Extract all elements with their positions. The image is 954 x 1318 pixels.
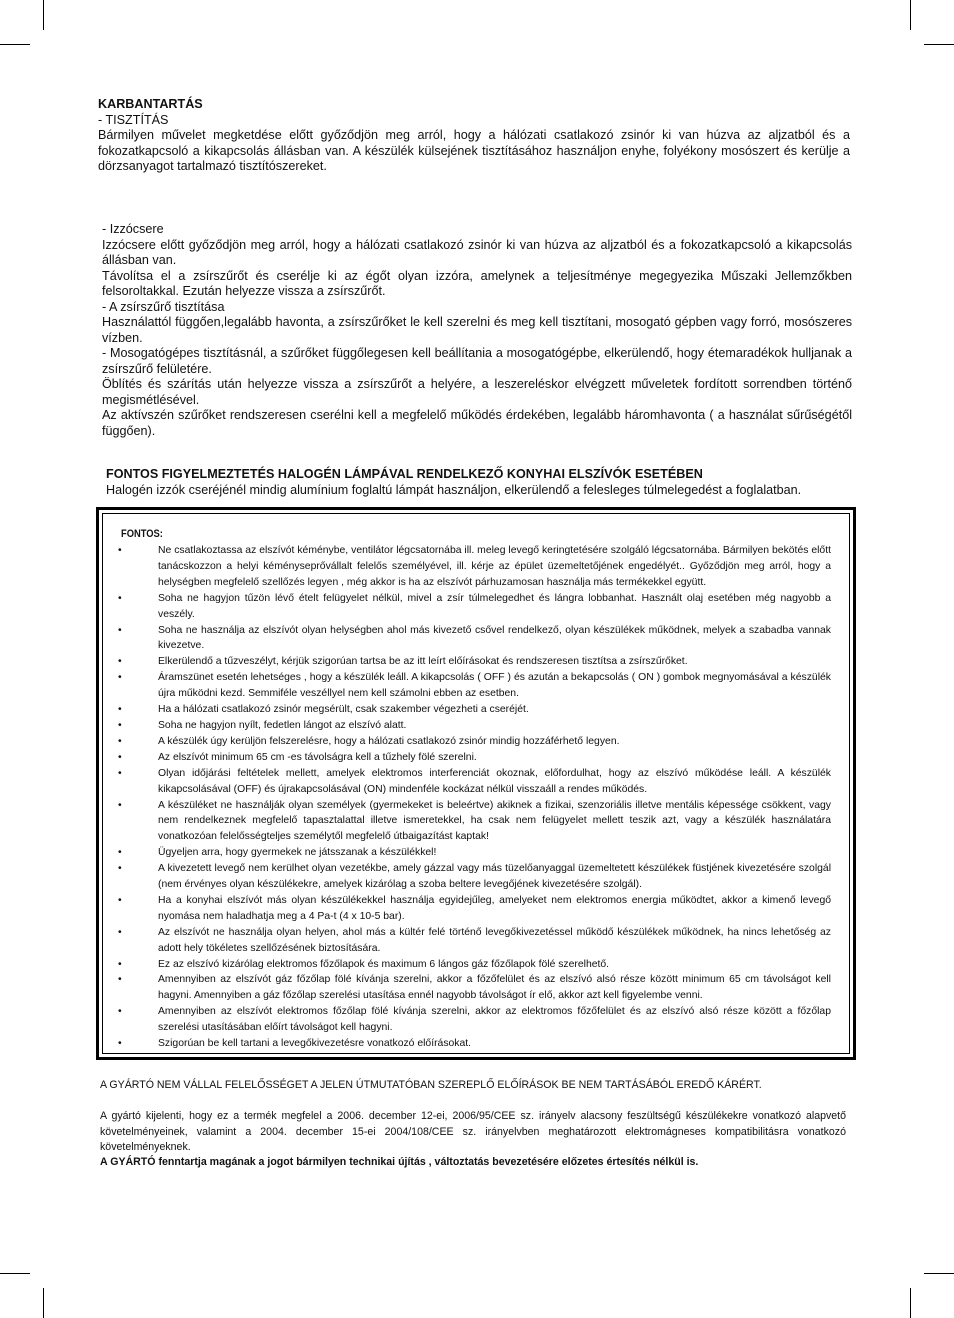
warning-item (118, 845, 831, 861)
bulb-paragraph-1: Izzócsere előtt győződjön meg arról, hogy a hálózati csatlakozó zsinór ki van húzva az aljzatból és a fokozatkapcsoló a kikapcsolás állásban van. (102, 237, 852, 267)
bullet-icon: • (118, 735, 122, 747)
warning-item (118, 957, 831, 973)
warning-item (118, 718, 831, 734)
warning-item (118, 925, 831, 957)
crop-mark (910, 0, 911, 30)
crop-mark (924, 1273, 954, 1274)
disclaimer: A GYÁRTÓ NEM VÁLLAL FELELŐSSÉGET A JELEN ÚTMUTATÓBAN SZEREPLŐ ELŐÍRÁSOK BE NEM TARTÁSÁBÓL EREDŐ KÁRÉRT. (100, 1079, 762, 1091)
warning-text: Soha ne hagyjon nyílt, fedetlen lángot az elszívó alatt. (158, 719, 407, 731)
warning-item (118, 591, 831, 623)
warning-text: Soha ne használja az elszívót olyan helységben ahol más kivezető csővel rendelkező, olyan készülékek működnek, melyek a szabadba vannak kivezetve. (158, 624, 831, 652)
bullet-icon: • (118, 863, 122, 875)
bullet-icon: • (118, 847, 122, 859)
warning-item (118, 734, 831, 750)
bullet-icon: • (118, 592, 122, 604)
compliance-declaration: A gyártó kijelenti, hogy ez a termék megfelel a 2006. december 12-ei, 2006/95/CEE sz. irányelv alacsony feszültségű készülékekre vonatkozó alapvető követelményeinek, valamint a 2004. december 15-ei 2004/108/CEE sz. irányelvben meghatározott elektromágneses kompatibilitásra vonatkozó követelményeknek. (100, 1110, 846, 1153)
crop-mark (0, 1273, 30, 1274)
warning-text: Amennyiben az elszívót elektromos főzőlap fölé kívánja szerelni, akkor az elektromos főzőfelület és az elszívó alsó része között a főzőlap szerelési utasításában előírt távolságot kell hagyni. (158, 1006, 831, 1034)
bullet-icon: • (118, 545, 122, 556)
maintenance-heading: KARBANTARTÁS (98, 97, 203, 111)
warning-item (118, 798, 831, 846)
warning-text: Áramszünet esetén lehetséges , hogy a készülék leáll. A kikapcsolás ( OFF ) és azután a bekapcsolás ( ON ) gombok megnyomásával a készülék újra működni kezd. Semmiféle veszéllyel nem kell számolni ebben az esetben. (158, 672, 831, 700)
warning-text: A készüléket ne használják olyan személyek (gyermekeket is beleértve) akiknek a fizikai, szenzoriális illetve mentális képessége csökkent, vagy nem rendelkeznek megfelelő tapasztalattal illetve ismeretekkel, ha csak nem felügyelet mellett teszik azt, vagy a készülék használatára vonatkozóan felelősségteljes személytől megfelelő útbaigazítást kaptak! (158, 799, 831, 843)
bulb-section (102, 222, 852, 439)
halogen-heading: FONTOS FIGYELMEZTETÉS HALOGÉN LÁMPÁVAL RENDELKEZŐ KONYHAI ELSZÍVÓK ESETÉBEN (106, 467, 703, 481)
halogen-section (106, 467, 854, 498)
warning-title: FONTOS: (121, 528, 163, 540)
bullet-icon: • (118, 1006, 122, 1018)
bullet-icon: • (118, 894, 122, 906)
bullet-icon: • (118, 974, 122, 986)
filter-paragraph-2: - Mosogatógépes tisztításnál, a szűrőket függőlegesen kell beállítania a mosogatógépbe, elkerülendő, hogy étemaradékok hulljanak a zsírszűrő felületére. (102, 346, 852, 376)
cleaning-subheading: - TISZTÍTÁS (98, 112, 169, 127)
bullet-icon: • (118, 624, 122, 636)
warning-text: Ez az elszívó kizárólag elektromos főzőlapok és maximum 6 lángos gáz főzőlapok fölé szerelhető. (158, 958, 610, 970)
cleaning-paragraph: Bármilyen művelet megketdése előtt győződjön meg arról, hogy a hálózati csatlakozó zsinór ki van húzva az aljzatból és a fokozatkapcsoló a kikapcsolás állásban van. A készülék külsejének tisztításához használjon enyhe, folyékony mosószert és kerülje a dörzsanyagot tartalmazó tisztítószereket. (98, 128, 850, 173)
halogen-paragraph: Halogén izzók cseréjénél mindig alumínium foglaltú lámpát használjon, elkerülendő a felesleges túlmelegedést a foglalatban. (106, 482, 802, 497)
warning-item (118, 1004, 831, 1036)
warning-item (118, 1036, 831, 1052)
filter-paragraph-3: Öblítés és szárítás után helyezze vissza a zsírszűrőt a helyére, a leszereléskor elvégzett műveletek fordított sorrendben történő megismétlésével. (102, 377, 852, 407)
filter-paragraph-1: Használattól függően,legalább havonta, a zsírszűrőket le kell szerelni és meg kell tisztítani, mosogató gépben vagy forró, mosószeres vízben. (102, 315, 852, 345)
warning-text: Szigorúan be kell tartani a levegőkivezetésre vonatkozó előírásokat. (158, 1038, 472, 1050)
warning-text: Olyan időjárási feltételek mellett, amelyek elektromos interferenciát okoznak, előfordulhat, hogy az elszívó működése leáll. A készülék kikapcsolásával (OFF) és újrakapcsolásával (ON) mindenféle kockázat nélkül visszaáll a rendes működés. (158, 767, 831, 795)
bullet-icon: • (118, 751, 122, 763)
rights-notice: A GYÁRTÓ fenntartja magának a jogot bármilyen technikai újítás , változtatás bevezetésére előzetes értesítés nélkül is. (100, 1156, 699, 1168)
warning-text: Ne csatlakoztassa az elszívót kéménybe, ventilátor légcsatornába ill. meleg levegő keringtetésére szolgáló légcsatornába. Bármilyen bekötés előtt tanácskozzon a helyi kéményseprővállalt felelős személyével, ill. kérje az épület üzemeltetőjének engedélyét.. Győződjön meg arról, hogy a helységben megfelelő szellőzés legyen , még akkor is ha az elszívót párhuzamosan használja más termékekkel együtt. (158, 545, 831, 588)
warning-text: A készülék úgy kerüljön felszerelésre, hogy a hálózati csatlakozó zsinór mindig hozzáférhető legyen. (158, 735, 620, 747)
bullet-icon: • (118, 926, 122, 938)
warning-item (118, 766, 831, 798)
warning-item (118, 972, 831, 1004)
warning-text: Ha a konyhai elszívót más olyan készülékekkel használja egyidejűleg, amelyeket nem elektromos energia működtet, akkor a kimenő levegő nyomása nem haladhatja meg a 4 Pa-t (4 x 10-5 bar). (158, 894, 831, 922)
filter-paragraph-4: Az aktívszén szűrőket rendszeresen cserélni kell a megfelelő működés érdekében, legalább háromhavonta ( a használat sűrűségétől függően). (102, 408, 852, 438)
bullet-icon: • (118, 767, 122, 779)
warning-item (118, 543, 831, 591)
warning-text: Ügyeljen arra, hogy gyermekek ne játsszanak a készülékkel! (158, 847, 437, 859)
warning-item (118, 861, 831, 893)
bullet-icon: • (118, 656, 122, 668)
warning-item (118, 893, 831, 925)
maintenance-section (98, 97, 850, 175)
bulb-subheading: - Izzócsere (102, 222, 164, 236)
bullet-icon: • (118, 704, 122, 716)
crop-mark (43, 0, 44, 30)
warning-text: Elkerülendő a tűzveszélyt, kérjük szigorúan tartsa be az itt leírt előírásokat és rendszeresen tisztítsa a zsírszűrőket. (158, 656, 688, 668)
bulb-paragraph-2: Távolítsa el a zsírszűrőt és cserélje ki az égőt olyan izzóra, amelynek a teljesítménye megegyezika Műszaki Jellemzőkben felsoroltakkal. Ezután helyezze vissza a zsírszűrőt. (102, 268, 852, 298)
warning-text: Soha ne hagyjon tűzön lévő ételt felügyelet nélkül, mivel a zsír túlmelegedhet és lángra lobbanhat. Használt olaj esetében még nagyobb a veszély. (158, 592, 831, 620)
warning-item (118, 702, 831, 718)
bullet-icon: • (118, 799, 122, 811)
bullet-icon: • (118, 958, 122, 970)
bullet-icon: • (118, 1038, 122, 1050)
bullet-icon: • (118, 672, 122, 684)
warning-list (118, 543, 831, 1052)
crop-mark (910, 1288, 911, 1318)
warning-text: A kivezetett levegő nem kerülhet olyan vezetékbe, amely gázzal vagy más tüzelőanyaggal üzemeltetett készülékek füstjének kivezetésére szolgál (nem érvényes olyan készülékekre, amelyek kizárólag a szoba beltere levegőjének kivezetésére szolgál). (158, 863, 831, 891)
crop-mark (924, 44, 954, 45)
crop-mark (43, 1288, 44, 1318)
warning-item (118, 623, 831, 655)
warning-text: Amennyiben az elszívót gáz főzőlap fölé kívánja szerelni, akkor a főzőfelület és az elszívó alsó része között minimum 65 cm távolságot kell hagyni. Amennyiben a gáz főzőlap szerelési utasítása ennél nagyobb távolságot ír elő, akkor azt kell figyelembe venni. (158, 974, 831, 1002)
warning-item (118, 654, 831, 670)
bullet-icon: • (118, 719, 122, 731)
filter-subheading: - A zsírszűrő tisztítása (102, 299, 225, 314)
crop-mark (0, 44, 30, 45)
warning-text: Az elszívót minimum 65 cm -es távolságra kell a tűzhely fölé szerelni. (158, 751, 477, 763)
warning-text: Az elszívót ne használja olyan helyen, ahol más a kültér felé történő levegőkivezetéssel működő készülékek működnek, ha nincs lehetőség az adott hely tökéletes szellőzésének biztosítására. (158, 926, 831, 954)
warning-item (118, 670, 831, 702)
warning-text: Ha a hálózati csatlakozó zsinór megsérült, csak szakember végezheti a cseréjét. (158, 704, 529, 716)
warning-item (118, 750, 831, 766)
